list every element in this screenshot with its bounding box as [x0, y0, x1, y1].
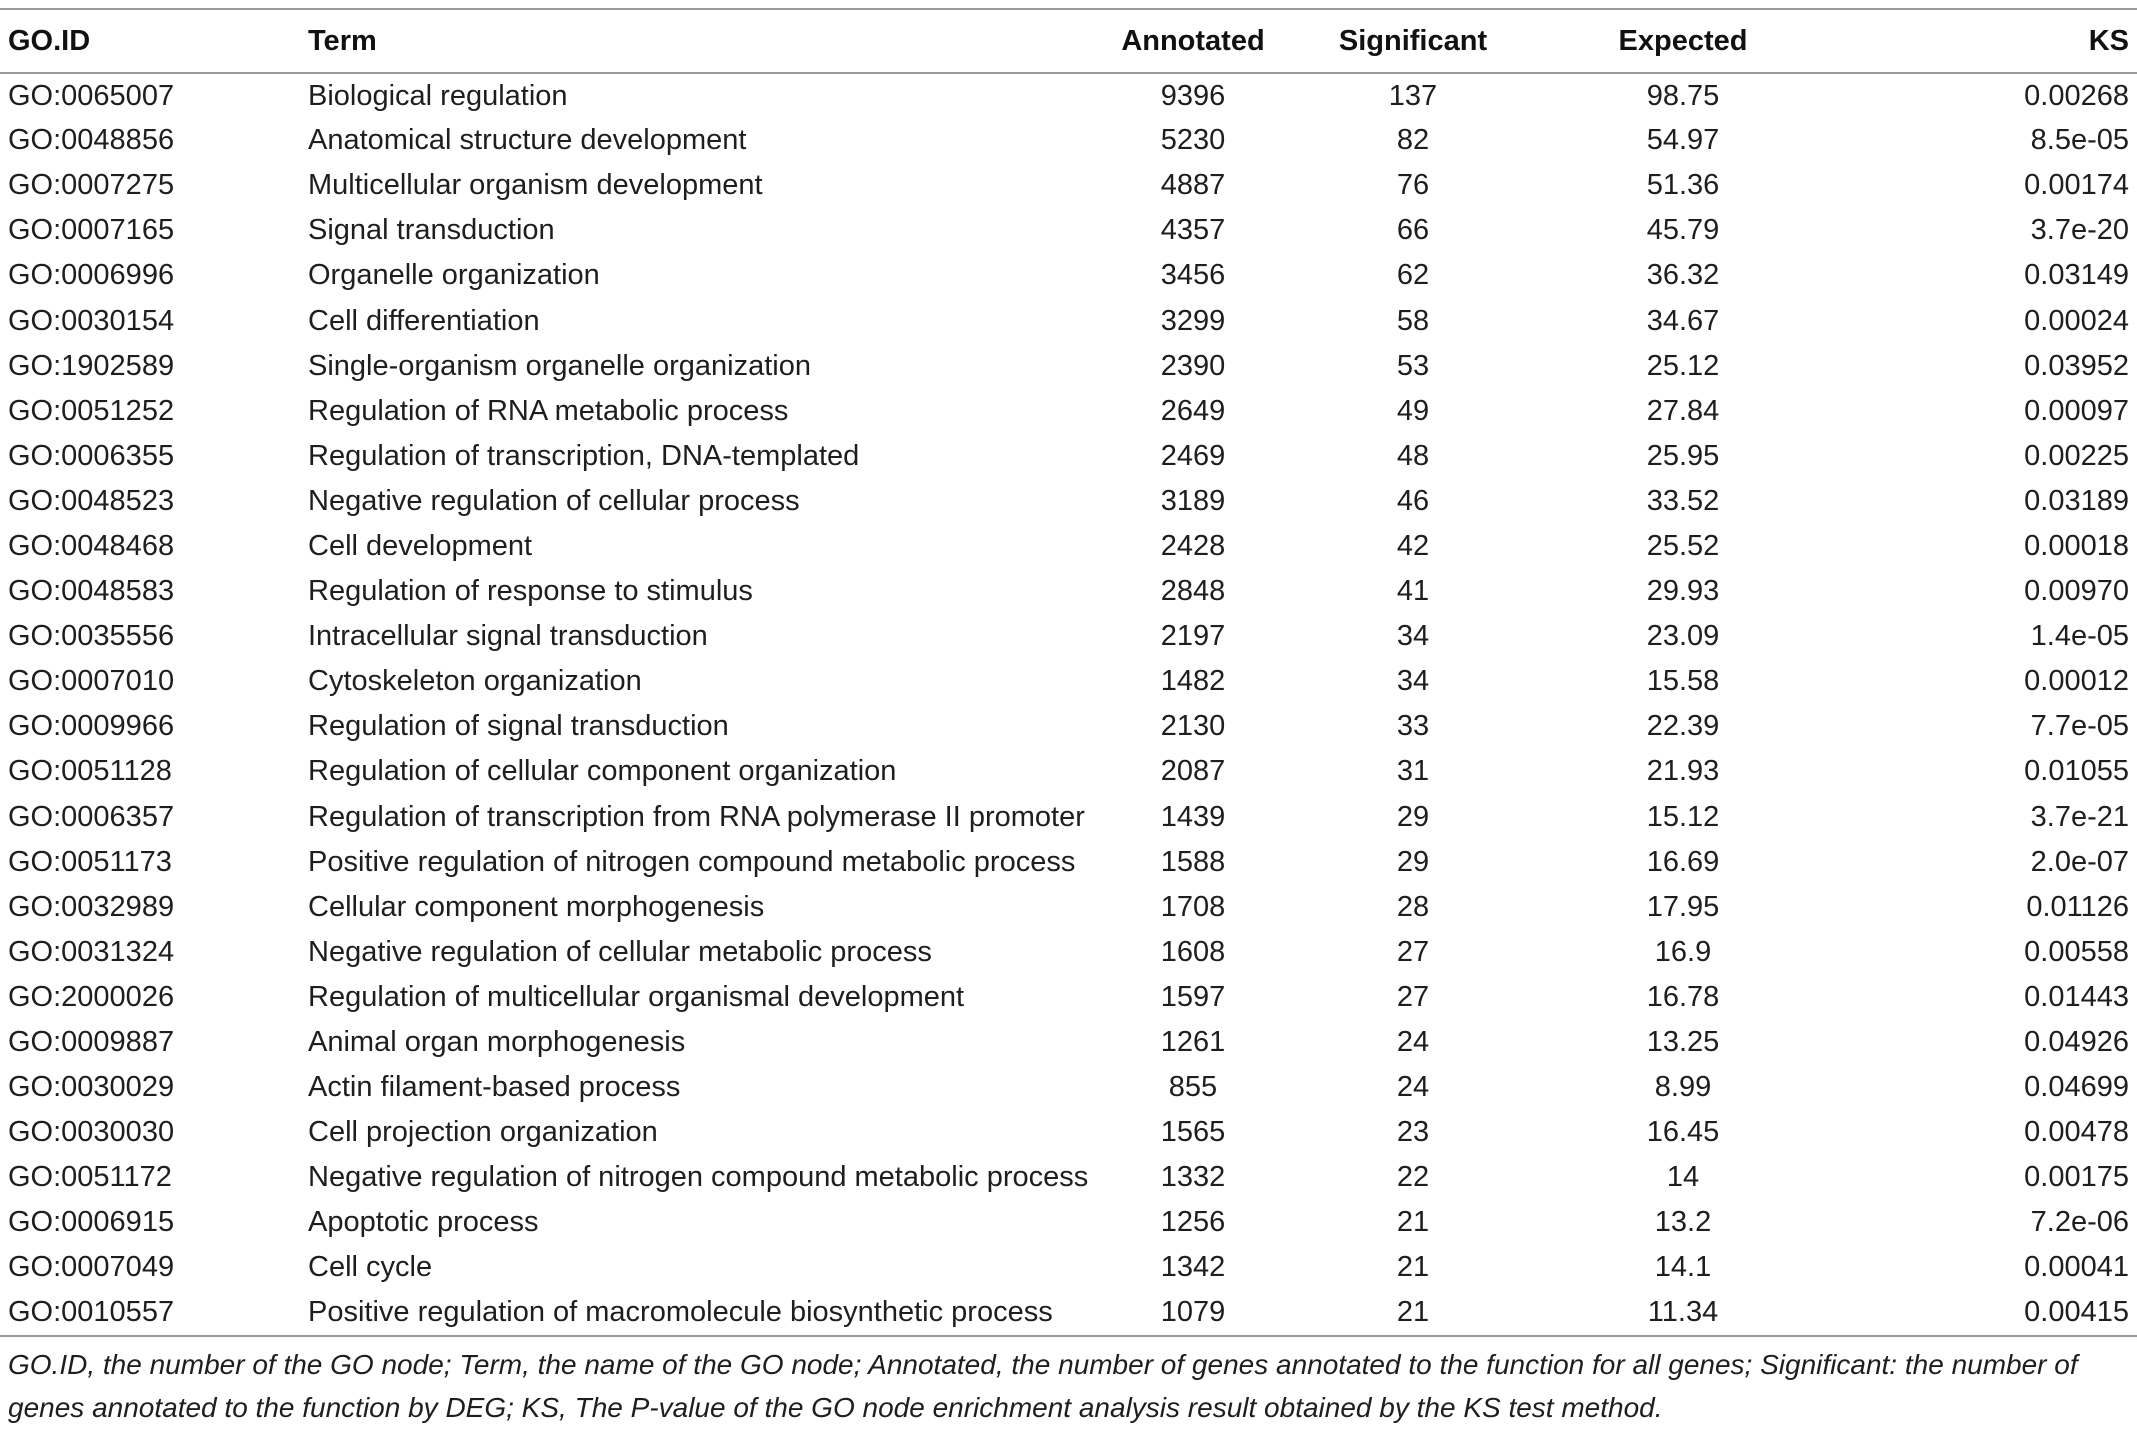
- cell-expected: 15.12: [1646, 800, 1720, 833]
- cell-ks: 0.00041: [2024, 1251, 2129, 1284]
- header-term: Term: [308, 24, 377, 57]
- cell-ks: 3.7e-21: [2030, 800, 2129, 833]
- cell-ks: 0.01443: [2024, 980, 2129, 1013]
- cell-go-id: GO:0032989: [8, 890, 175, 923]
- cell-term: Actin filament-based process: [308, 1071, 681, 1104]
- table-row: [0, 659, 2137, 704]
- table-row: [0, 434, 2137, 479]
- cell-ks: 0.03952: [2024, 349, 2129, 382]
- cell-expected: 98.75: [1646, 79, 1720, 112]
- header-row: [0, 9, 2137, 73]
- cell-term: Multicellular organism development: [308, 169, 763, 202]
- table-footnote: GO.ID, the number of the GO node; Term, the name of the GO node; Annotated, the number of genes annotated to the function for all genes; Significant: the number of genes annotated to the function by DEG; KS, The P-value of the GO node enrichment analysis result obtained by the KS test method.: [8, 1349, 2078, 1423]
- cell-annotated: 9396: [1160, 79, 1226, 112]
- cell-ks: 1.4e-05: [2030, 620, 2129, 653]
- cell-significant: 53: [1396, 349, 1430, 382]
- cell-ks: 0.00018: [2024, 529, 2129, 562]
- cell-annotated: 1439: [1160, 800, 1226, 833]
- table-row: [0, 569, 2137, 614]
- cell-go-id: GO:0006355: [8, 439, 175, 472]
- cell-ks: 0.00174: [2024, 169, 2129, 202]
- cell-expected: 14: [1666, 1161, 1700, 1194]
- cell-term: Biological regulation: [308, 79, 568, 112]
- cell-go-id: GO:0031324: [8, 935, 175, 968]
- cell-annotated: 4357: [1160, 214, 1226, 247]
- cell-go-id: GO:0051128: [8, 755, 172, 788]
- cell-expected: 17.95: [1646, 890, 1720, 923]
- table-row: [0, 975, 2137, 1020]
- table-row: [0, 1065, 2137, 1110]
- cell-expected: 27.84: [1646, 394, 1720, 427]
- cell-term: Cytoskeleton organization: [308, 665, 642, 698]
- cell-ks: 0.04699: [2024, 1071, 2129, 1104]
- cell-significant: 41: [1396, 575, 1430, 608]
- table-row: [0, 344, 2137, 389]
- cell-expected: 23.09: [1646, 620, 1720, 653]
- table-row: [0, 1020, 2137, 1065]
- cell-go-id: GO:0007049: [8, 1251, 175, 1284]
- cell-significant: 33: [1396, 710, 1430, 743]
- cell-significant: 48: [1396, 439, 1430, 472]
- cell-significant: 27: [1396, 935, 1430, 968]
- cell-go-id: GO:0051172: [8, 1161, 172, 1194]
- cell-significant: 34: [1396, 620, 1430, 653]
- cell-expected: 16.78: [1646, 980, 1720, 1013]
- cell-expected: 29.93: [1646, 575, 1720, 608]
- cell-significant: 24: [1396, 1026, 1430, 1059]
- cell-ks: 0.00175: [2024, 1161, 2129, 1194]
- header-annotated: Annotated: [1121, 24, 1265, 57]
- table-row: [0, 1245, 2137, 1290]
- cell-significant: 137: [1388, 79, 1438, 112]
- cell-term: Positive regulation of nitrogen compound metabolic process: [308, 845, 1076, 878]
- cell-ks: 0.00225: [2024, 439, 2129, 472]
- cell-significant: 21: [1396, 1206, 1430, 1239]
- cell-significant: 24: [1396, 1071, 1430, 1104]
- cell-annotated: 2087: [1160, 755, 1226, 788]
- cell-ks: 0.03149: [2024, 259, 2129, 292]
- cell-annotated: 5230: [1160, 124, 1226, 157]
- cell-significant: 21: [1396, 1296, 1430, 1329]
- cell-annotated: 1261: [1160, 1026, 1226, 1059]
- table-row: [0, 163, 2137, 208]
- cell-term: Organelle organization: [308, 259, 600, 292]
- cell-expected: 13.25: [1646, 1026, 1720, 1059]
- cell-annotated: 1708: [1160, 890, 1226, 923]
- cell-annotated: 3456: [1160, 259, 1226, 292]
- table-row: [0, 479, 2137, 524]
- header-ks: KS: [2088, 24, 2129, 57]
- cell-go-id: GO:0030154: [8, 304, 175, 337]
- cell-annotated: 2428: [1160, 529, 1226, 562]
- cell-significant: 29: [1396, 845, 1430, 878]
- cell-significant: 62: [1396, 259, 1430, 292]
- table-row: [0, 930, 2137, 975]
- cell-expected: 36.32: [1646, 259, 1720, 292]
- cell-term: Cell cycle: [308, 1251, 433, 1284]
- cell-significant: 27: [1396, 980, 1430, 1013]
- cell-expected: 25.12: [1646, 349, 1720, 382]
- cell-term: Cell differentiation: [308, 304, 540, 337]
- cell-term: Positive regulation of macromolecule biosynthetic process: [308, 1296, 1053, 1329]
- cell-annotated: 2390: [1160, 349, 1226, 382]
- cell-go-id: GO:0051173: [8, 845, 172, 878]
- cell-term: Cell projection organization: [308, 1116, 658, 1149]
- cell-go-id: GO:0007165: [8, 214, 175, 247]
- cell-significant: 31: [1396, 755, 1430, 788]
- cell-go-id: GO:0030030: [8, 1116, 175, 1149]
- cell-annotated: 1342: [1160, 1251, 1226, 1284]
- cell-term: Animal organ morphogenesis: [308, 1026, 686, 1059]
- cell-term: Signal transduction: [308, 214, 555, 247]
- cell-annotated: 2649: [1160, 394, 1226, 427]
- cell-go-id: GO:0048523: [8, 484, 175, 517]
- cell-go-id: GO:0009887: [8, 1026, 175, 1059]
- cell-ks: 8.5e-05: [2030, 124, 2129, 157]
- cell-go-id: GO:0006357: [8, 800, 175, 833]
- cell-term: Intracellular signal transduction: [308, 620, 708, 653]
- cell-expected: 15.58: [1646, 665, 1720, 698]
- table-row: [0, 524, 2137, 569]
- cell-go-id: GO:0048583: [8, 575, 175, 608]
- cell-significant: 21: [1396, 1251, 1430, 1284]
- cell-annotated: 4887: [1160, 169, 1226, 202]
- table-row: [0, 614, 2137, 659]
- cell-significant: 34: [1396, 665, 1430, 698]
- table-row: [0, 704, 2137, 749]
- cell-go-id: GO:0007010: [8, 665, 175, 698]
- table-row: [0, 885, 2137, 930]
- cell-ks: 0.00024: [2024, 304, 2129, 337]
- table-row: [0, 1200, 2137, 1245]
- table-row: [0, 749, 2137, 794]
- cell-significant: 49: [1396, 394, 1430, 427]
- cell-expected: 51.36: [1646, 169, 1720, 202]
- cell-term: Negative regulation of cellular process: [308, 484, 800, 517]
- cell-ks: 0.01126: [2026, 890, 2129, 923]
- cell-ks: 0.00012: [2024, 665, 2129, 698]
- cell-term: Negative regulation of nitrogen compound metabolic process: [308, 1161, 1089, 1194]
- cell-annotated: 1482: [1160, 665, 1226, 698]
- cell-expected: 54.97: [1646, 124, 1720, 157]
- cell-annotated: 2197: [1160, 620, 1226, 653]
- cell-term: Cell development: [308, 529, 533, 562]
- cell-term: Regulation of response to stimulus: [308, 575, 753, 608]
- cell-expected: 13.2: [1654, 1206, 1712, 1239]
- cell-ks: 0.04926: [2024, 1026, 2129, 1059]
- cell-annotated: 1588: [1160, 845, 1226, 878]
- cell-term: Regulation of transcription from RNA polymerase II promoter: [308, 800, 1085, 833]
- cell-term: Negative regulation of cellular metabolic process: [308, 935, 932, 968]
- cell-annotated: 1256: [1160, 1206, 1226, 1239]
- table-row: [0, 840, 2137, 885]
- cell-annotated: 3299: [1160, 304, 1226, 337]
- cell-expected: 14.1: [1654, 1251, 1712, 1284]
- cell-ks: 0.00415: [2024, 1296, 2129, 1329]
- cell-ks: 0.00478: [2024, 1116, 2129, 1149]
- cell-annotated: 1332: [1160, 1161, 1226, 1194]
- cell-go-id: GO:0051252: [8, 394, 175, 427]
- cell-annotated: 855: [1168, 1071, 1218, 1104]
- table-row: [0, 118, 2137, 163]
- cell-significant: 42: [1396, 529, 1430, 562]
- table-row: [0, 1110, 2137, 1155]
- cell-go-id: GO:0048856: [8, 124, 175, 157]
- cell-expected: 11.34: [1647, 1296, 1719, 1329]
- cell-ks: 0.00268: [2024, 79, 2129, 112]
- cell-significant: 76: [1396, 169, 1430, 202]
- table-row: [0, 253, 2137, 298]
- cell-significant: 66: [1396, 214, 1430, 247]
- table-header: [0, 9, 2137, 73]
- cell-expected: 21.93: [1646, 755, 1720, 788]
- cell-term: Regulation of cellular component organization: [308, 755, 897, 788]
- table-body: [0, 73, 2137, 1336]
- header-significant: Significant: [1338, 24, 1488, 57]
- cell-term: Regulation of RNA metabolic process: [308, 394, 789, 427]
- cell-term: Regulation of transcription, DNA-templated: [308, 439, 860, 472]
- cell-expected: 16.45: [1646, 1116, 1720, 1149]
- table-row: [0, 389, 2137, 434]
- cell-annotated: 1597: [1160, 980, 1226, 1013]
- cell-significant: 82: [1396, 124, 1430, 157]
- cell-go-id: GO:0048468: [8, 529, 175, 562]
- table-row: [0, 1291, 2137, 1336]
- cell-annotated: 1079: [1160, 1296, 1226, 1329]
- header-expected: Expected: [1618, 24, 1748, 57]
- cell-expected: 22.39: [1646, 710, 1720, 743]
- cell-annotated: 2848: [1160, 575, 1226, 608]
- table-row: [0, 795, 2137, 840]
- table-row: [0, 208, 2137, 253]
- cell-ks: 7.2e-06: [2030, 1206, 2129, 1239]
- cell-expected: 33.52: [1646, 484, 1720, 517]
- table-row: [0, 298, 2137, 343]
- cell-annotated: 1608: [1160, 935, 1226, 968]
- cell-go-id: GO:0006915: [8, 1206, 175, 1239]
- cell-annotated: 1565: [1160, 1116, 1226, 1149]
- cell-significant: 46: [1396, 484, 1430, 517]
- cell-expected: 16.69: [1646, 845, 1720, 878]
- cell-annotated: 3189: [1160, 484, 1226, 517]
- cell-term: Regulation of multicellular organismal development: [308, 980, 965, 1013]
- cell-go-id: GO:0009966: [8, 710, 175, 743]
- cell-significant: 23: [1396, 1116, 1430, 1149]
- cell-go-id: GO:0065007: [8, 79, 175, 112]
- cell-significant: 29: [1396, 800, 1430, 833]
- cell-ks: 0.00097: [2024, 394, 2129, 427]
- table-row: [0, 1155, 2137, 1200]
- cell-expected: 25.52: [1646, 529, 1720, 562]
- cell-ks: 7.7e-05: [2030, 710, 2129, 743]
- cell-ks: 0.01055: [2024, 755, 2129, 788]
- cell-expected: 8.99: [1654, 1071, 1712, 1104]
- cell-term: Anatomical structure development: [308, 124, 747, 157]
- cell-significant: 28: [1396, 890, 1430, 923]
- cell-expected: 25.95: [1646, 439, 1720, 472]
- cell-ks: 0.00970: [2024, 575, 2129, 608]
- cell-significant: 58: [1396, 304, 1430, 337]
- cell-go-id: GO:0030029: [8, 1071, 175, 1104]
- cell-go-id: GO:1902589: [8, 349, 175, 382]
- header-go-id: GO.ID: [8, 24, 91, 57]
- cell-ks: 2.0e-07: [2030, 845, 2129, 878]
- cell-go-id: GO:0035556: [8, 620, 175, 653]
- cell-expected: 45.79: [1646, 214, 1720, 247]
- cell-term: Cellular component morphogenesis: [308, 890, 765, 923]
- cell-annotated: 2130: [1160, 710, 1226, 743]
- cell-significant: 22: [1396, 1161, 1430, 1194]
- cell-annotated: 2469: [1160, 439, 1226, 472]
- cell-go-id: GO:0007275: [8, 169, 175, 202]
- go-enrichment-table: [0, 8, 2137, 1337]
- cell-expected: 16.9: [1654, 935, 1712, 968]
- cell-ks: 0.00558: [2024, 935, 2129, 968]
- table-row: [0, 73, 2137, 118]
- cell-expected: 34.67: [1646, 304, 1720, 337]
- cell-go-id: GO:0006996: [8, 259, 175, 292]
- cell-ks: 0.03189: [2024, 484, 2129, 517]
- cell-term: Single-organism organelle organization: [308, 349, 811, 382]
- cell-go-id: GO:0010557: [8, 1296, 175, 1329]
- cell-term: Regulation of signal transduction: [308, 710, 729, 743]
- cell-go-id: GO:2000026: [8, 980, 175, 1013]
- cell-term: Apoptotic process: [308, 1206, 539, 1239]
- cell-ks: 3.7e-20: [2030, 214, 2129, 247]
